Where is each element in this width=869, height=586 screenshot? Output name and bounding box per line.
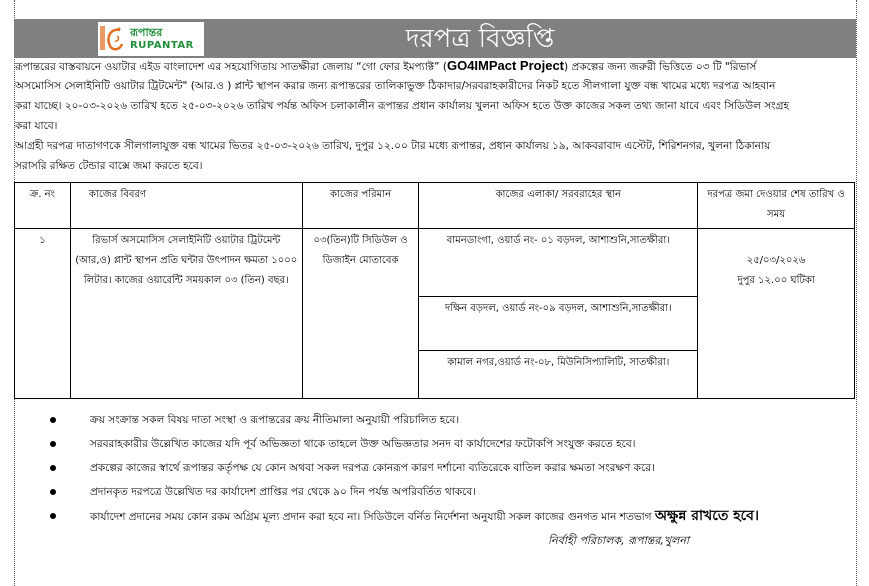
page-margin-right — [856, 0, 857, 586]
cell-description: রিভার্স অসমোসিস সেলাইনিটি ওয়াটার ট্রিটমেন্ট (আর,ও) প্লান্ট স্থাপন প্রতি ঘন্টার উৎপাদন ক্ষমতা ১০০০ লিটার। কাজের ওয়ারেন্টি সময়কাল ০৩ (তিন) বছর। — [70, 229, 302, 399]
table-header-row — [15, 183, 855, 229]
deadline-time: দুপুর ১২.০০ ঘটিকা — [737, 275, 815, 286]
cell-location-3: কামাল নগর,ওয়ার্ড নং-০৮, মিউনিসিপ্যালিটি, সাতক্ষীরা। — [419, 351, 698, 399]
rupantar-logo — [98, 22, 204, 56]
cell-deadline — [698, 229, 855, 399]
intro-line-1 — [15, 56, 855, 77]
cell-location-2: দক্ষিন বড়দল, ওয়ার্ড নং-০৯ বড়দল, আশাশুনি,সাতক্ষীরা। — [419, 297, 698, 351]
list-item — [40, 410, 850, 434]
intro-text: রূপান্তরের বাস্তবায়নে ওয়াটার এইড বাংলাদেশ এর সহযোগিতায় সাতক্ষীরা জেলায় “গো ফোর ইমপ্যাক্ট” ( — [15, 61, 447, 73]
page-title: দরপত্র বিজ্ঞপ্তি — [405, 24, 555, 54]
intro-line-4: করা যাবে। — [15, 120, 58, 132]
bullet-icon — [50, 513, 56, 519]
condition-text: প্রদানকৃত দরপত্রে উল্লেখিত দর কার্যাদেশ প্রাপ্তির পর থেকে ৯০ দিন পর্যন্ত অপরিবর্তিত থাকবে। — [90, 486, 476, 498]
header-serial: ক্র. নং — [15, 183, 71, 229]
project-name: GO4IMPact Project — [446, 58, 565, 73]
list-item — [40, 434, 850, 458]
header-deadline: দরপত্র জমা দেওয়ার শেষ তারিখ ও সময় — [698, 183, 855, 229]
bullet-icon — [50, 489, 56, 495]
cell-quantity: ০৩(তিন)টি সিডিউল ও ডিজাইন মোতাবেক — [302, 229, 419, 399]
condition-emphasis: অক্ষুন্ন রাখতে হবে। — [654, 508, 759, 524]
intro-line-6: সরাসরি রক্ষিত টেন্ডার বাক্সে জমা করতে হবে। — [15, 160, 203, 172]
condition-text: প্রকল্পের কাজের স্বার্থে রূপান্তর কর্তৃপক্ষ যে কোন অথবা সকল দরপত্র কোনরূপ কারণ দর্শানো ব্যতিরেকে বাতিল করার ক্ষমতা সংরক্ষণ করে। — [90, 462, 655, 474]
table-row — [15, 229, 855, 297]
logo-bengali-text: রূপান্তর — [130, 26, 163, 39]
cell-location-1: বামনডাংগা, ওয়ার্ড নং- ০১ বড়দল, আশাশুনি,সাতক্ষীরা। — [419, 229, 698, 297]
header-location: কাজের এলাকা/ সরবরাহের স্থান — [419, 183, 698, 229]
condition-text: কার্যাদেশ প্রদানের সময় কোন রকম অগ্রিম মূল্য প্রদান করা হবে না। সিডিউলে বর্নিত নির্দেশনা অনুযায়ী সকল কাজের গুনগত মান শতভাগ — [90, 511, 655, 523]
list-item — [40, 506, 850, 530]
signature: নির্বাহী পরিচালক, রূপান্তর,খুলনা — [548, 534, 690, 547]
intro-line-3: করা যাচ্ছে। ২০-০৩-২০২৬ তারিখ হতে ২৫-০৩-২০২৬ তারিখ পর্যন্ত অফিস চলাকালীন রূপান্তর প্রধান কার্যালয় খুলনা অফিস হতে উক্ত কাজের সকল তথ্য জানা যাবে এবং সিডিউল সংগ্রহ — [15, 100, 790, 112]
condition-text: ক্রয় সংক্রান্ত সকল বিষয় দাতা সংস্থা ও রূপান্তরের ক্রয় নীতিমালা অনুযায়ী পরিচালিত হবে। — [90, 414, 460, 426]
intro-line-2: অসমোসিস সেলাইনিটি ওয়াটার ট্রিটমেন্ট" (আর.ও ) প্লান্ট স্থাপন করার জন্য রূপান্তরের তালিকাভুক্ত ঠিকাদার/সরবরাহকারীদের নিকট হতে সীলগালা যুক্ত বন্ধ খামের মধ্যে দরপত্র আহবান — [15, 80, 776, 92]
header-description: কাজের বিবরণ — [70, 183, 302, 229]
list-item — [40, 482, 850, 506]
tender-table — [14, 182, 855, 399]
list-item — [40, 458, 850, 482]
bullet-icon — [50, 441, 56, 447]
header-quantity: কাজের পরিমান — [302, 183, 419, 229]
bullet-icon — [50, 417, 56, 423]
logo-mark-icon — [100, 24, 128, 54]
conditions-list — [40, 410, 850, 530]
deadline-date: ২৫/০৩/২০২৬ — [746, 255, 806, 266]
cell-serial: ১ — [15, 229, 71, 399]
logo-english-text: RUPANTAR — [130, 40, 194, 51]
intro-line-5: আগ্রহী দরপত্র দাতাগণকে সীলগালাযুক্ত বন্ধ খামের ভিতর ২৫-০৩-২০২৬ তারিখ, দুপুর ১২.০০ টার মধ্যে রূপান্তর, প্রধান কার্যালয় ১৯, আকবরাবাদ এস্টেট, শিরিশনগর, খুলনা ঠিকানায় — [15, 140, 771, 152]
intro-text: ) প্রকল্পের জন্য জরুরী ভিত্তিতে ০৩ টি "রিভার্স — [564, 61, 757, 73]
condition-text: সরবরাহকারীর উল্লেখিত কাজের যদি পূর্ব অভিজ্ঞতা থাকে তাহলে উক্ত অভিজ্ঞতার সনদ বা কার্যাদেশের ফটোকপি সংযুক্ত করতে হবে। — [90, 438, 636, 450]
bullet-icon — [50, 465, 56, 471]
